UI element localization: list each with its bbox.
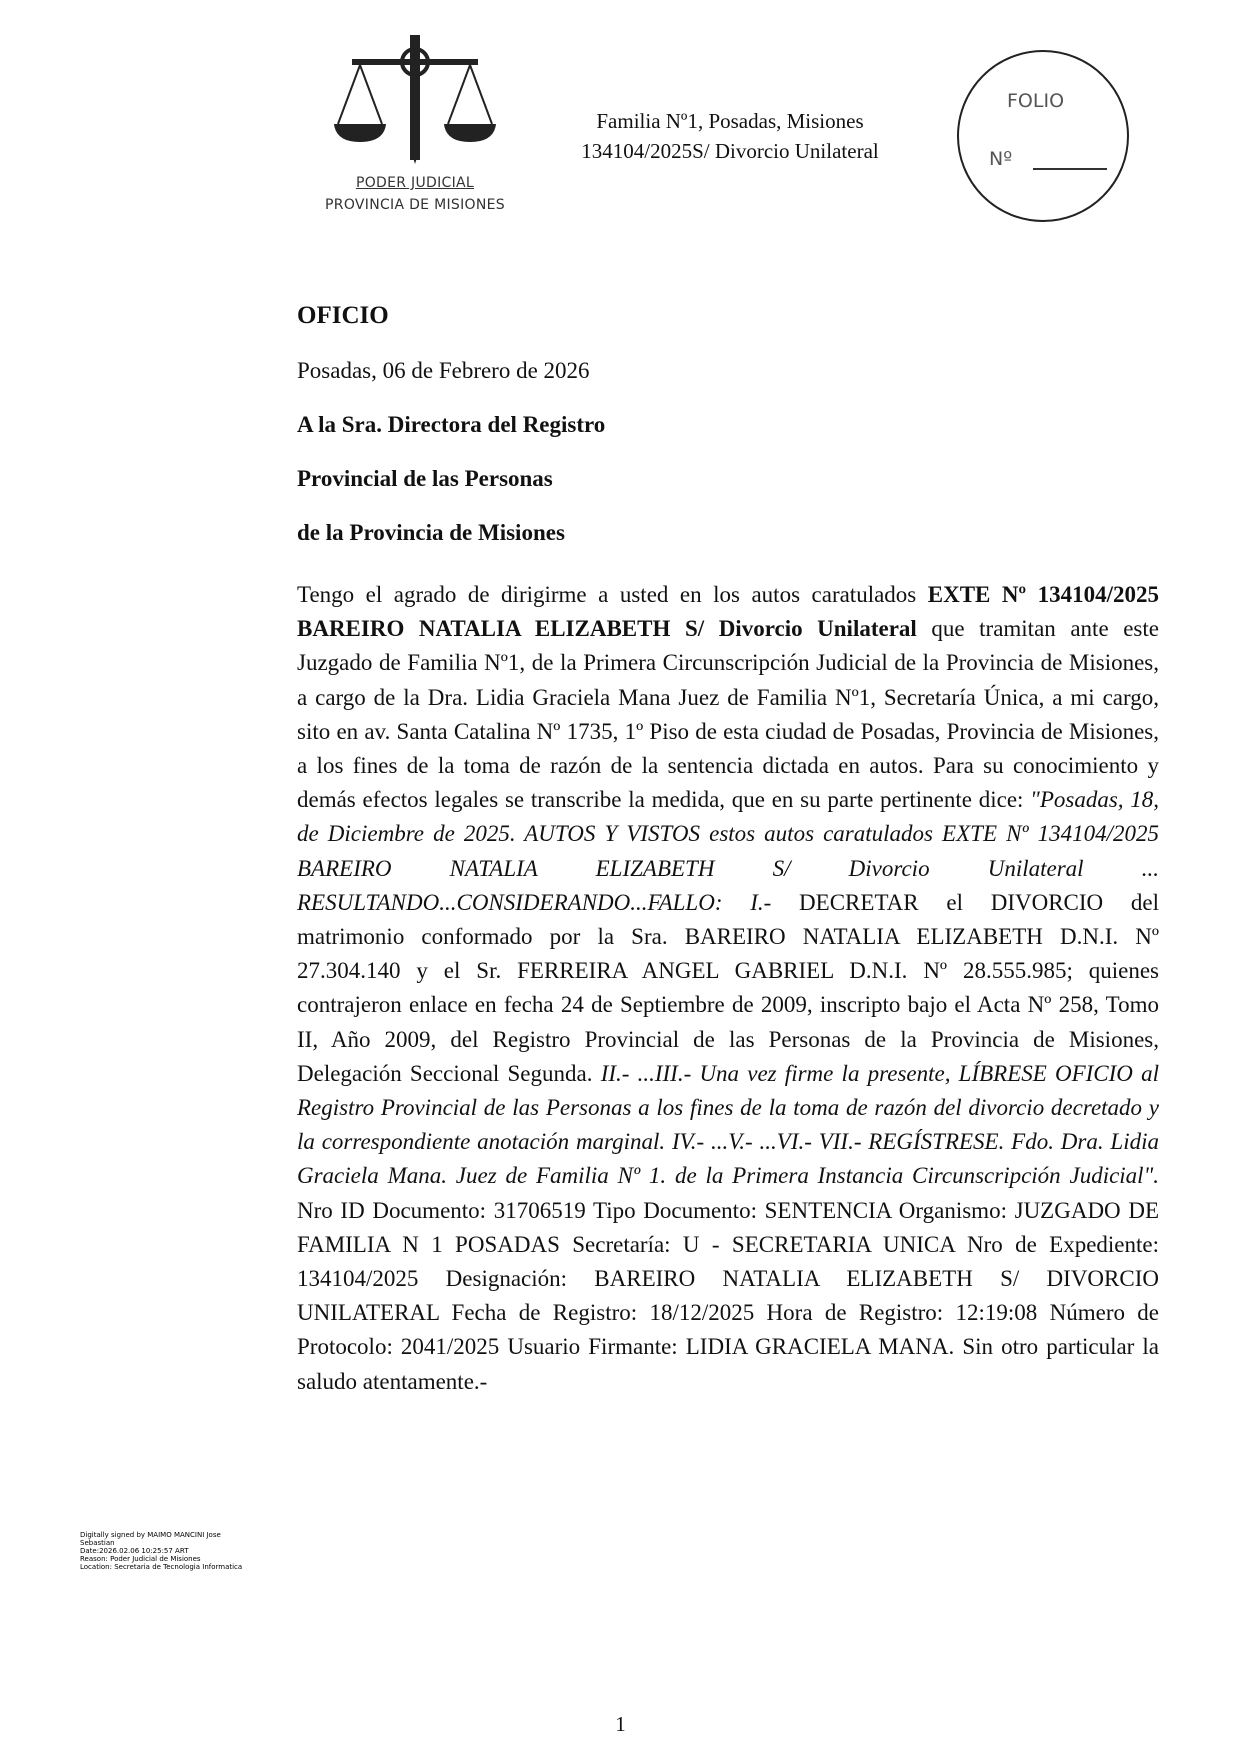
- body-court-info: que tramitan ante este Juzgado de Familia Nº1, de la Primera Circunscripción Judicial de la Provincia de Misiones, a cargo de la Dra. Lidia Graciela Mana Juez de Familia Nº1, Secretaría Única, a mi cargo, sito en av. Santa Catalina Nº 1735, 1º Piso de esta ciudad de Posadas, Provincia de Misiones, a los fines de la toma de razón de la sentencia dictada en autos. Para su conocimiento y demás efectos legales se transcribe la medida, que en su parte pertinente dice:: [297, 616, 1159, 813]
- signature-reason: Reason: Poder Judicial de Misiones: [80, 1555, 201, 1563]
- poder-judicial-logo: [300, 30, 530, 225]
- recipient-line-3: de la Provincia de Misiones: [297, 520, 565, 545]
- digital-signature: [80, 1531, 255, 1571]
- quoted-ruling-opening: "Posadas, 18, de Diciembre de 2025. AUTOS Y VISTOS estos autos caratulados EXTE Nº 134104/2025 BAREIRO NATALIA ELIZABETH S/ Divorcio Unilateral ... RESULTANDO...CONSIDERANDO...FALLO: I.: [297, 787, 1159, 915]
- case-caption: EXTE Nº 134104/2025 BAREIRO NATALIA ELIZABETH S/ Divorcio Unilateral: [297, 582, 1159, 642]
- signature-location: Location: Secretaria de Tecnologia Informatica: [80, 1563, 243, 1571]
- document-date: Posadas, 06 de Febrero de 2026: [297, 358, 590, 383]
- document-body: [297, 578, 1159, 1399]
- document-title: OFICIO: [297, 302, 389, 329]
- body-intro: Tengo el agrado de dirigirme a usted en los autos caratulados: [297, 582, 928, 607]
- scales-of-justice-icon: [330, 30, 500, 170]
- logo-text-poder-judicial: PODER JUDICIAL: [355, 175, 475, 191]
- folio-label: FOLIO: [1007, 90, 1065, 112]
- ruling-decree: - DECRETAR el DIVORCIO del matrimonio conformado por la Sra. BAREIRO NATALIA ELIZABETH D.N.I. Nº 27.304.140 y el Sr. FERREIRA ANGEL GABRIEL D.N.I. Nº 28.555.985; quienes contrajeron enlace en fecha 24 de Septiembre de 2009, inscripto bajo el Acta Nº 258, Tomo II, Año 2009, del Registro Provincial de las Personas de la Provincia de Misiones, Delegación Seccional Segunda.: [297, 889, 1159, 1086]
- quoted-ruling-closing: II.- ...III.- Una vez firme la presente, LÍBRESE OFICIO al Registro Provincial de las Personas a los fines de la toma de razón del divorcio decretado y la correspondiente anotación marginal. IV.- ...V.- ...VI.- VII.- REGÍSTRESE. Fdo. Dra. Lidia Graciela Mana. Juez de Familia Nº 1. de la Primera Instancia Circunscripción Judicial".: [297, 1060, 1160, 1189]
- document-header: [530, 106, 930, 166]
- logo-text-provincia: PROVINCIA DE MISIONES: [325, 197, 505, 213]
- header-case: 134104/2025S/ Divorcio Unilateral: [581, 139, 879, 163]
- recipient-line-2: Provincial de las Personas: [297, 466, 553, 491]
- signature-date: Date:2026.02.06 10:25:57 ART: [80, 1547, 189, 1555]
- document-metadata: Nro ID Documento: 31706519 Tipo Documento: SENTENCIA Organismo: JUZGADO DE FAMILIA N 1 POSADAS Secretaría: U - SECRETARIA UNICA Nro de Expediente: 134104/2025 Designación: BAREIRO NATALIA ELIZABETH S/ DIVORCIO UNILATERAL Fecha de Registro: 18/12/2025 Hora de Registro: 12:19:08 Número de Protocolo: 2041/2025 Usuario Firmante: LIDIA GRACIELA MANA. Sin otro particular la saludo atentamente.-: [297, 1197, 1159, 1394]
- folio-stamp: [957, 50, 1129, 222]
- signature-signed-by: Digitally signed by MAIMO MANCINI Jose Sebastian: [80, 1531, 221, 1547]
- page-number: 1: [615, 1712, 626, 1736]
- folio-number-blank: [1033, 168, 1107, 170]
- recipient-line-1: A la Sra. Directora del Registro: [297, 412, 606, 437]
- header-court: Familia Nº1, Posadas, Misiones: [596, 109, 864, 133]
- body-paragraph: [297, 578, 1159, 1399]
- folio-number-label: Nº: [989, 148, 1013, 170]
